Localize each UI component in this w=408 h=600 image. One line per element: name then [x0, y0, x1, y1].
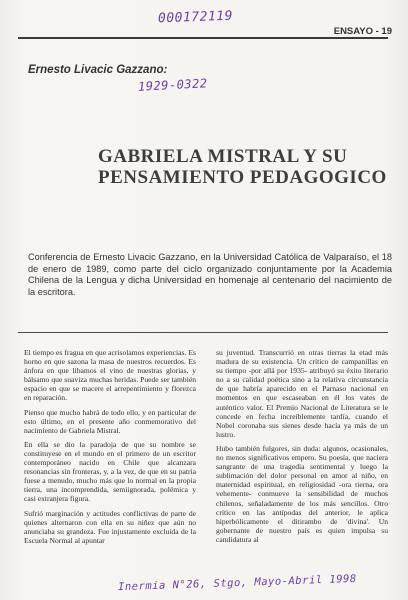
author-heading: Ernesto Livacic Gazzano: — [28, 64, 168, 76]
body-paragraph: Sufrió marginación y actitudes conflictivas de parte de quienes alternaron con ella en su niñez que aún no anunciaba su grandeza. Fue injustamente excluida de la Escuela Normal al apuntar — [24, 508, 196, 545]
body-paragraph: Hubo también fulgores, sin duda: algunos, ocasionales, no menos significativos empero. Su poesía, que naciera sangrante de una tragedia sentimental y luego la sublimación del dolor personal en amor al niño, en maternidad espiritual, en religiosidad -ora tierna, ora vehemente- conmueve la sensibilidad de muchos chilenos, señaladamente de los más sencillos. Otro crítico en las antípodas del anterior, le aplica hiperbólicamente el ditirambo de 'divina'. Un gobernante de nuestro país es quien impulsa su candidatura al — [216, 443, 388, 544]
body-paragraph: su juventud. Transcurrió en otras tierras la etad más madura de su existencia. Un crítico de campanillas en su tiempo -por allá por 1935- atribuyó su éxito literario no a su calidad poética sino a la relativa circunstancia de que habría aparecido en el Parnaso nacional en momentos en que escaseaban en él los vates de auténtico valor. El Premio Nacional de Literatura se le concede en fecha increíblemente tardía, cuando el Nobel coronaba sus sienes desde hacía ya más de un lustro. — [216, 348, 388, 439]
article-title — [98, 146, 398, 188]
body-paragraph: Pienso que mucho habrá de todo ello, y en particular de esto último, en el presente año conmemorativo del nacimiento de Gabriela Mistral. — [24, 407, 196, 435]
right-column — [216, 348, 388, 549]
section-rule — [18, 332, 388, 333]
body-paragraph: En ella se dio la paradoja de que su nombre se constituyese en el mundo en el primero de un escritor contemporáneo nacido en Chile que alcanzara resonancias sin fronteras, y, a la vez, de que en su patria fuese a menudo, mucho más que lo normal en la propia tierra, una incomprendida, semiignorada, polémica y casi extranjera figura. — [24, 439, 196, 504]
title-line: GABRIELA MISTRAL Y SU — [98, 146, 348, 167]
handwritten-date: 1929-0322 — [137, 76, 208, 94]
handwritten-source: Inermia N°26, Stgo, Mayo-Abril 1998 — [117, 572, 357, 594]
section-label: ENSAYO - 19 — [333, 26, 392, 37]
body-paragraph: El tiempo es fragua en que acrisolamos experiencias. Es horno en que sazona la masa de nuestros recuerdos. Es ánfora en que libamos el vino de nuestras glorias, y bálsamo que suaviza muchas heridas. Puede ser también espacio en que se macere el arrepentimiento y florezca en reparación. — [24, 348, 196, 403]
title-line: PENSAMIENTO PEDAGOGICO — [98, 167, 387, 188]
intro-paragraph: Conferencia de Ernesto Livacic Gazzano, en la Universidad Católica de Valparaíso, el 18 de enero de 1989, como parte del ciclo organizado conjuntamente por la Academia Chilena de la Lengua y dicha Universidad en homenaje al centenario del nacimiento de la escritora. — [28, 252, 392, 297]
archive-number: 000172119 — [157, 8, 234, 27]
header-rule — [18, 37, 388, 39]
left-column — [24, 348, 196, 550]
